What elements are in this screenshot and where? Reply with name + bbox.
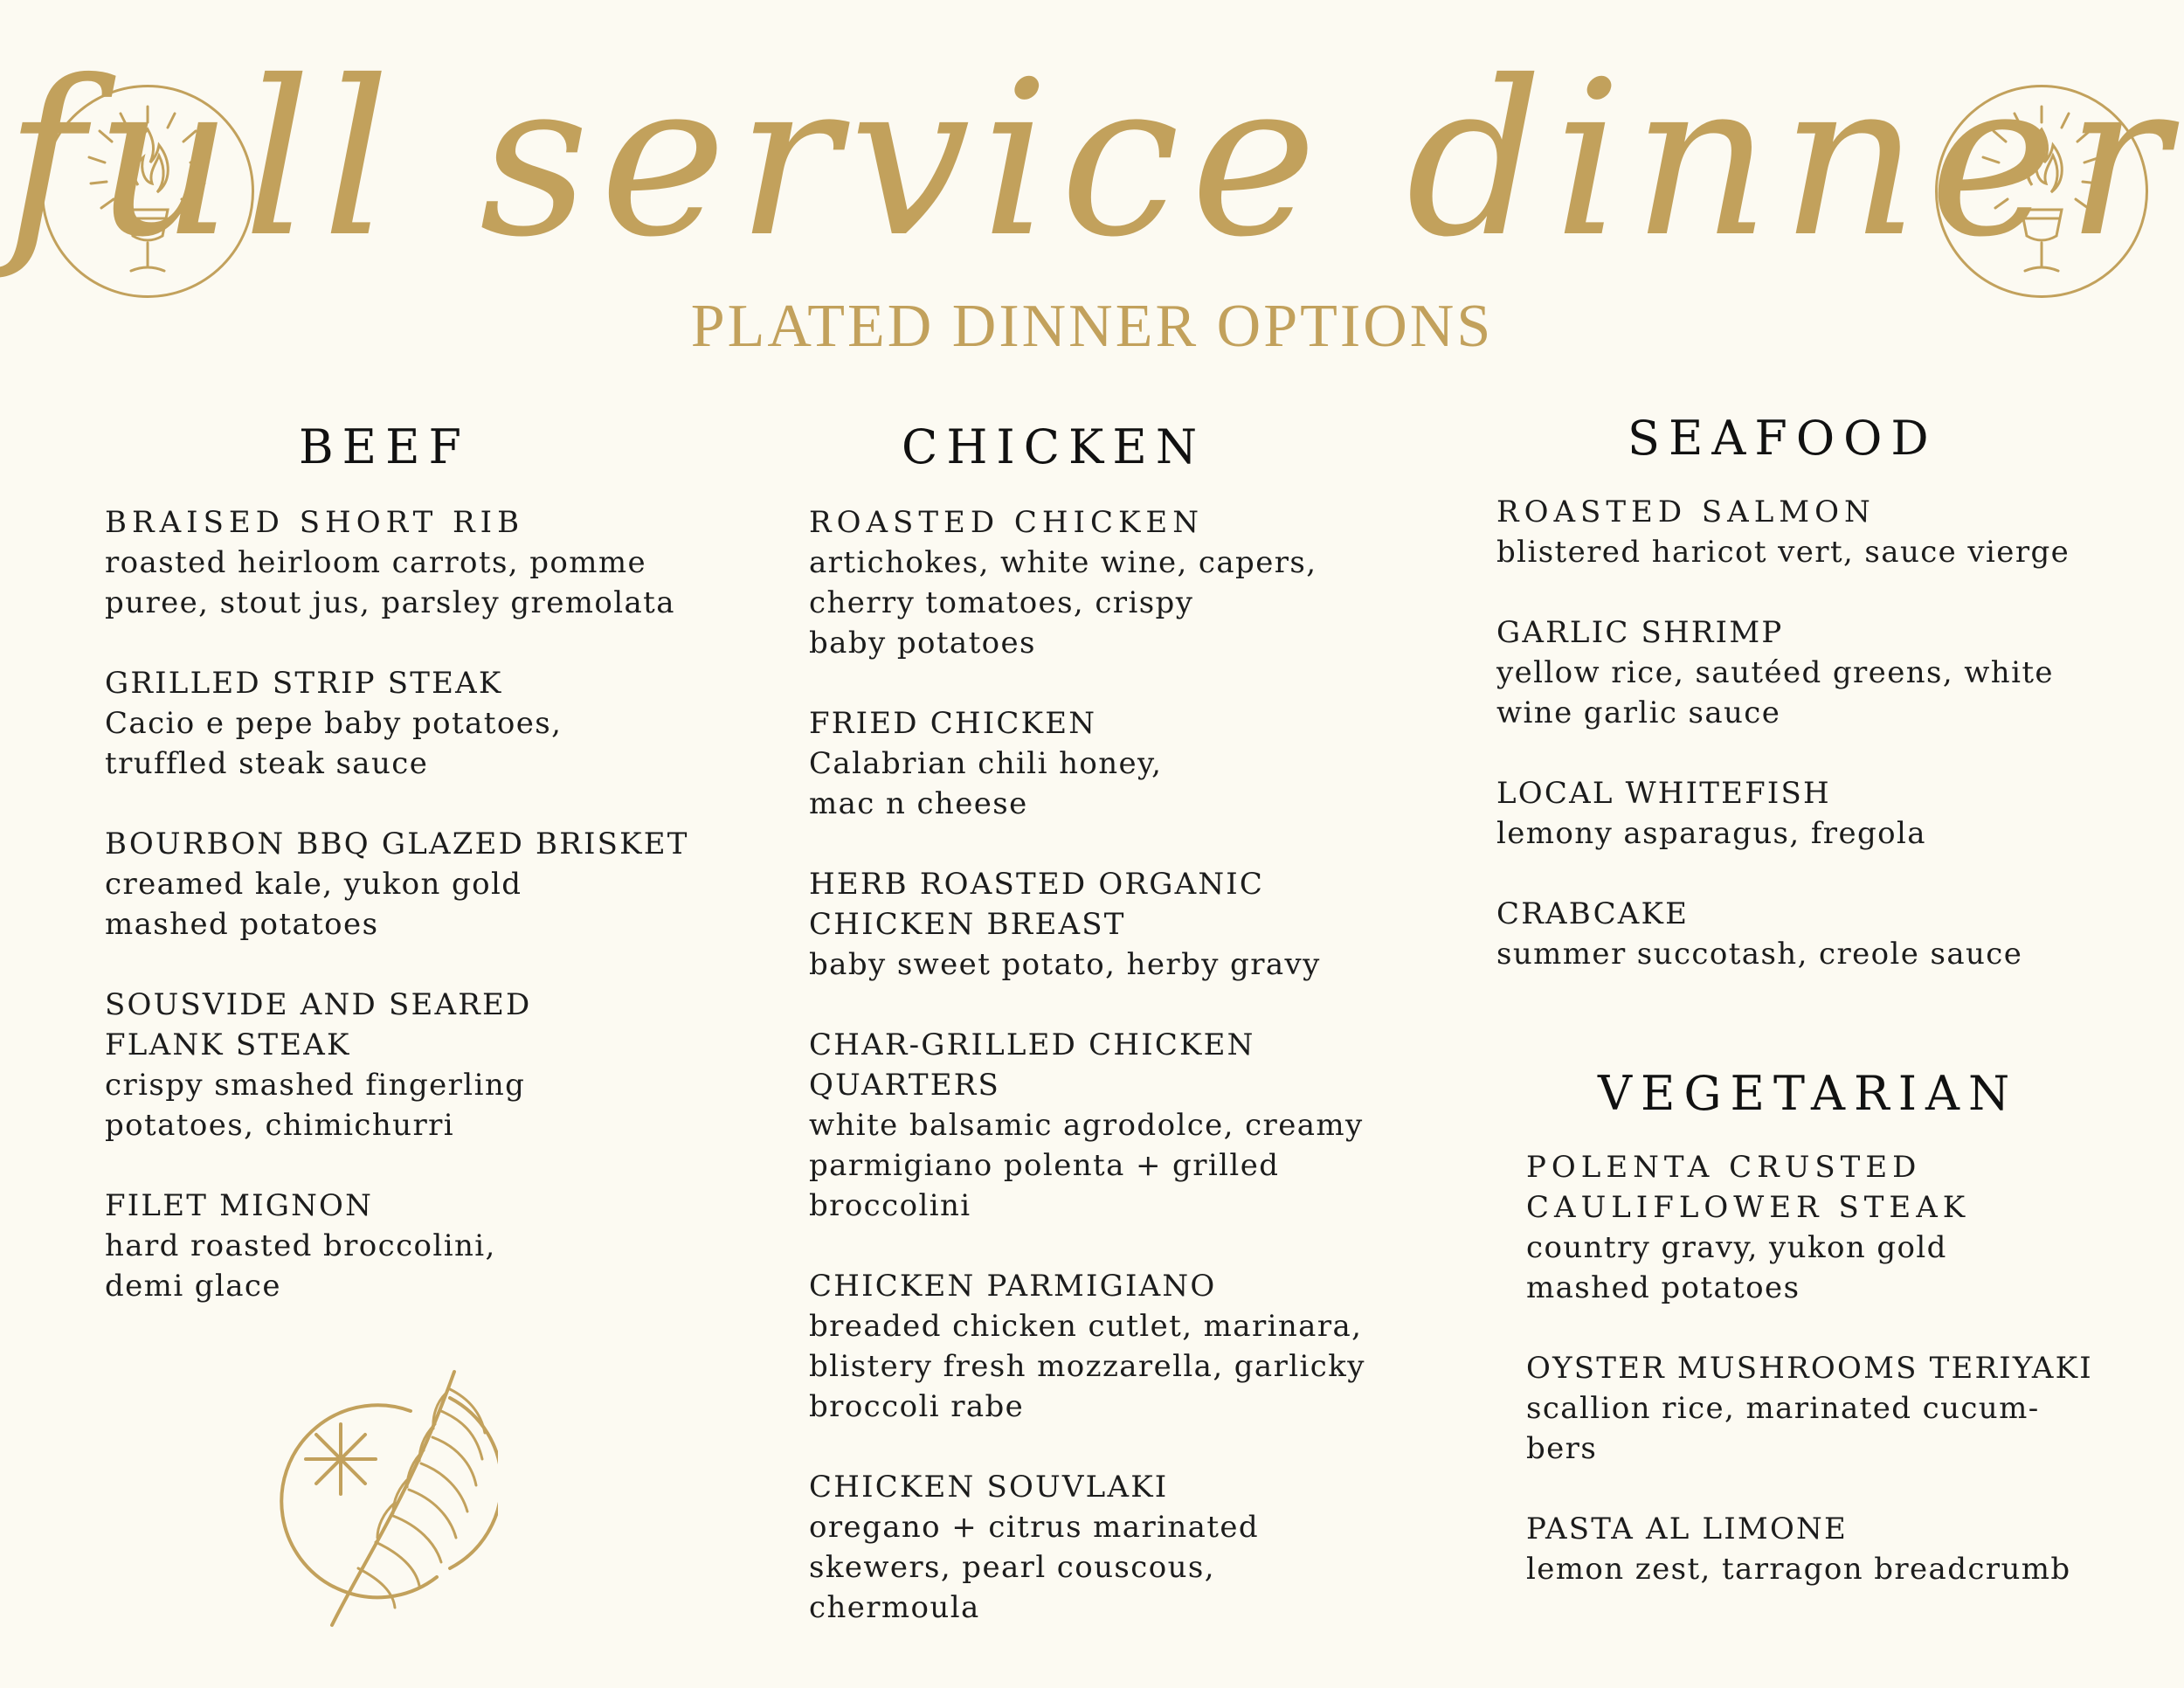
menu-item (809, 1467, 1403, 1628)
item-name: ROASTED CHICKEN (809, 505, 1204, 540)
item-name: PASTA AL LIMONE (1526, 1512, 1848, 1546)
item-description: creamed kale, yukon gold mashed potatoes (105, 867, 522, 942)
item-description: yellow rice, sautéed greens, white wine garlic sauce (1496, 655, 2054, 730)
menu-title: full service dinner (4, 35, 2180, 284)
menu-subtitle: PLATED DINNER OPTIONS (690, 293, 1494, 360)
item-description: lemony asparagus, fregola (1496, 816, 1926, 851)
menu-item (809, 864, 1403, 985)
item-description: blistered haricot vert, sauce vierge (1496, 535, 2070, 570)
item-name: CHICKEN PARMIGIANO (809, 1269, 1217, 1304)
menu-item (105, 663, 699, 784)
menu-item (1526, 1147, 2120, 1308)
menu-item (1496, 773, 2091, 854)
menu-item (809, 502, 1403, 663)
vegetarian-section (1526, 1066, 2120, 1629)
item-name: GARLIC SHRIMP (1496, 615, 1784, 650)
beef-section (105, 419, 699, 1346)
menu-item (105, 824, 699, 944)
item-description: breaded chicken cutlet, marinara, blistery fresh mozzarella, garlicky broccoli rabe (809, 1309, 1365, 1424)
menu-item (809, 1266, 1403, 1427)
item-description: baby sweet potato, herby gravy (809, 947, 1321, 982)
item-name: BOURBON BBQ GLAZED BRISKET (105, 827, 689, 861)
menu-item (1496, 612, 2091, 733)
item-name: CHICKEN SOUVLAKI (809, 1470, 1169, 1505)
item-description: white balsamic agrodolce, creamy parmigiano polenta + grilled broccolini (809, 1108, 1364, 1223)
item-description: country gravy, yukon gold mashed potatoes (1526, 1230, 1947, 1305)
seafood-heading: SEAFOOD (1628, 411, 1938, 466)
seafood-section (1496, 411, 2091, 1014)
item-description: oregano + citrus marinated skewers, pearl couscous, chermoula (809, 1510, 1260, 1625)
menu-item (1496, 492, 2091, 572)
menu-item (1496, 894, 2091, 974)
item-name: ROASTED SALMON (1496, 495, 1876, 529)
item-name: OYSTER MUSHROOMS TERIYAKI (1526, 1351, 2093, 1386)
item-name: CHAR-GRILLED CHICKEN QUARTERS (809, 1027, 1255, 1103)
chicken-heading: CHICKEN (902, 419, 1206, 474)
item-name: BRAISED SHORT RIB (105, 505, 525, 540)
menu-item (1526, 1348, 2120, 1469)
menu-item (105, 1186, 699, 1306)
leaf-and-star-icon (262, 1363, 498, 1634)
item-description: crispy smashed fingerling potatoes, chimichurri (105, 1068, 526, 1143)
item-name: CRABCAKE (1496, 896, 1690, 931)
item-name: POLENTA CRUSTED CAULIFLOWER STEAK (1526, 1150, 1971, 1225)
item-description: roasted heirloom carrots, pomme puree, stout jus, parsley gremolata (105, 545, 675, 620)
menu-item (809, 703, 1403, 824)
beef-heading: BEEF (299, 419, 470, 474)
menu-item (1526, 1509, 2120, 1589)
item-name: FILET MIGNON (105, 1188, 374, 1223)
item-name: LOCAL WHITEFISH (1496, 776, 1831, 811)
item-name: FRIED CHICKEN (809, 706, 1097, 741)
menu-item (105, 502, 699, 623)
item-description: scallion rice, marinated cucum- bers (1526, 1391, 2040, 1466)
vegetarian-heading: VEGETARIAN (1598, 1066, 2019, 1121)
menu-item (105, 985, 699, 1145)
item-name: GRILLED STRIP STEAK (105, 666, 503, 701)
item-name: HERB ROASTED ORGANIC CHICKEN BREAST (809, 867, 1265, 942)
item-name: SOUSVIDE AND SEARED FLANK STEAK (105, 987, 532, 1062)
item-description: Calabrian chili honey, mac n cheese (809, 746, 1163, 821)
item-description: artichokes, white wine, capers, cherry tomatoes, crispy baby potatoes (809, 545, 1317, 661)
item-description: Cacio e pepe baby potatoes, truffled steak sauce (105, 706, 563, 781)
item-description: lemon zest, tarragon breadcrumb (1526, 1552, 2071, 1587)
chicken-section (809, 419, 1403, 1668)
item-description: summer succotash, creole sauce (1496, 937, 2023, 972)
item-description: hard roasted broccolini, demi glace (105, 1228, 496, 1304)
menu-item (809, 1025, 1403, 1226)
